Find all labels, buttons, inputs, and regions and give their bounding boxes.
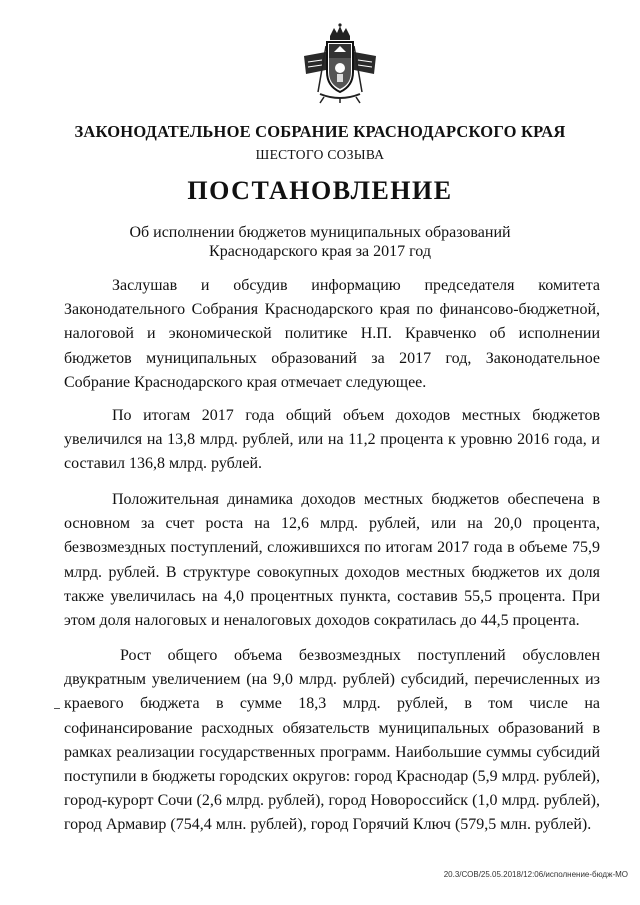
body-paragraph-1: Заслушав и обсудив информацию председателя комитета Законодательного Собрания Краснодарского края по финансово-бюджетной, налоговой и экономической политике Н.П. Кравченко об исполнении бюджетов муниципальных образований за 2017 год, Законодательное Собрание Краснодарского края отмечает следующее. [64, 277, 600, 391]
paragraph-block-4 [64, 644, 600, 838]
body-paragraph-2: По итогам 2017 года общий объем доходов местных бюджетов увеличился на 13,8 млрд. рублей, или на 11,2 процента к уровню 2016 года, и составил 136,8 млрд. рублей. [64, 407, 600, 473]
body-paragraph-4: Рост общего объема безвозмездных поступлений обусловлен двукратным увеличением (на 9,0 млрд. рублей) субсидий, перечисленных из краевого бюджета в сумме 18,3 млрд. рублей, в том числе на софинансирование расходных обязательств муниципальных образований в рамках реализации государственных программ. Наибольшие суммы субсидий поступили в бюджеты городских округов: город Краснодар (5,9 млрд. рублей), город-курорт Сочи (2,6 млрд. рублей), город Новороссийск (1,0 млрд. рублей), город Армавир (754,4 млн. рублей), город Горячий Ключ (579,5 млн. рублей). [64, 647, 600, 834]
document-type-title: ПОСТАНОВЛЕНИЕ [187, 176, 453, 205]
paragraph-block-3 [64, 488, 600, 633]
document-footer-code: 20.3/СОВ/25.05.2018/12:06/исполнение-бюдж-МО [443, 870, 628, 879]
margin-mark [54, 708, 60, 709]
paragraph-block-2 [64, 404, 600, 477]
convocation-label: ШЕСТОГО СОЗЫВА [255, 147, 385, 162]
body-paragraph-3: Положительная динамика доходов местных бюджетов обеспечена в основном за счет роста на 12,6 млрд. рублей, или на 20,0 процента, безвозмездных поступлений, сложившихся по итогам 2017 года в объеме 75,9 млрд. рублей. В структуре совокупных доходов местных бюджетов их доля также увеличилась на 4,0 процентных пункта, составив 55,5 процента. При этом доля налоговых и неналоговых доходов сократилась до 44,5 процента. [64, 491, 600, 630]
subject-line-2: Краснодарского края за 2017 год [209, 243, 431, 260]
document-subject [0, 223, 640, 261]
paragraph-block-1 [64, 274, 600, 395]
coat-of-arms-emblem [300, 22, 380, 104]
organization-name: ЗАКОНОДАТЕЛЬНОЕ СОБРАНИЕ КРАСНОДАРСКОГО КРАЯ [74, 122, 566, 141]
subject-line-1: Об исполнении бюджетов муниципальных образований [129, 224, 511, 241]
